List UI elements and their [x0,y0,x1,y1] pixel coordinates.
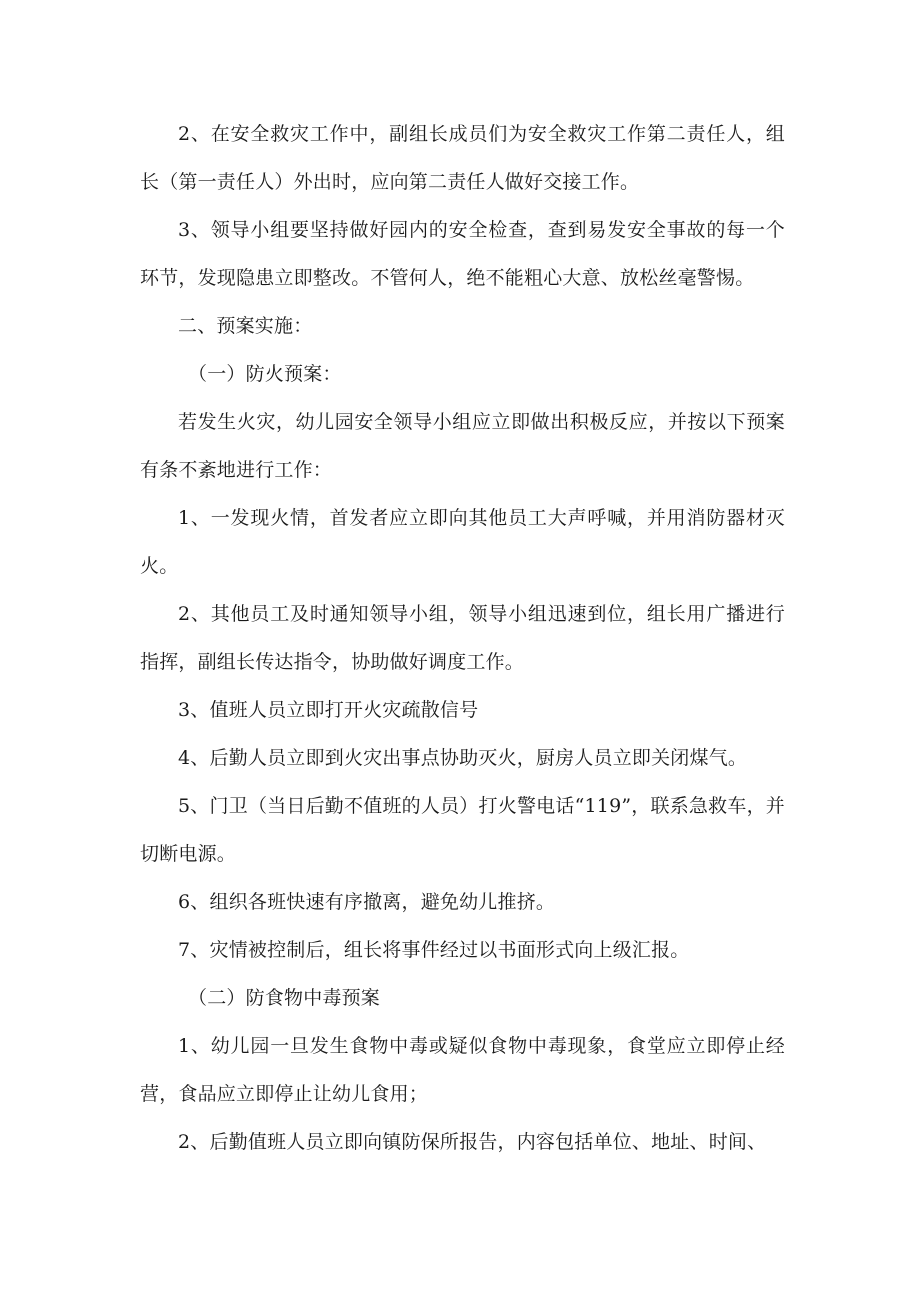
paragraph-fire-step-5: 5、门卫（当日后勤不值班的人员）打火警电话“119”，联系急救车，并切断电源。 [140,795,785,865]
paragraph-safety-inspection: 3、领导小组要坚持做好园内的安全检查，查到易发安全事故的每一个环节，发现隐患立即整改。不管何人，绝不能粗心大意、放松丝毫警惕。 [140,219,785,289]
subsection-heading-food-poisoning-plan: （二）防食物中毒预案 [188,987,381,1009]
paragraph-fire-step-1: 1、一发现火情，首发者应立即向其他员工大声呼喊，并用消防器材灭火。 [140,507,785,577]
paragraph-fire-step-7: 7、灾情被控制后，组长将事件经过以书面形式向上级汇报。 [178,939,690,961]
section-heading-plan-implementation: 二、预案实施： [178,315,313,337]
document-body [140,110,785,1166]
paragraph-fire-intro: 若发生火灾，幼儿园安全领导小组应立即做出积极反应，并按以下预案有条不紊地进行工作： [140,411,785,481]
paragraph-deputy-responsibility: 2、在安全救灾工作中，副组长成员们为安全救灾工作第二责任人，组长（第一责任人）外出时，应向第二责任人做好交接工作。 [140,123,785,193]
paragraph-food-step-1: 1、幼儿园一旦发生食物中毒或疑似食物中毒现象，食堂应立即停止经营，食品应立即停止让幼儿食用； [140,1035,785,1105]
paragraph-fire-step-6: 6、组织各班快速有序撤离，避免幼儿推挤。 [178,891,556,913]
subsection-heading-fire-plan: （一）防火预案： [188,363,342,385]
paragraph-fire-step-4: 4、后勤人员立即到火灾出事点协助灭火，厨房人员立即关闭煤气。 [178,747,748,769]
paragraph-fire-step-3: 3、值班人员立即打开火灾疏散信号 [178,699,479,721]
paragraph-fire-step-2: 2、其他员工及时通知领导小组，领导小组迅速到位，组长用广播进行指挥，副组长传达指令，协助做好调度工作。 [140,603,785,673]
paragraph-food-step-2: 2、后勤值班人员立即向镇防保所报告，内容包括单位、地址、时间、 [178,1131,767,1153]
